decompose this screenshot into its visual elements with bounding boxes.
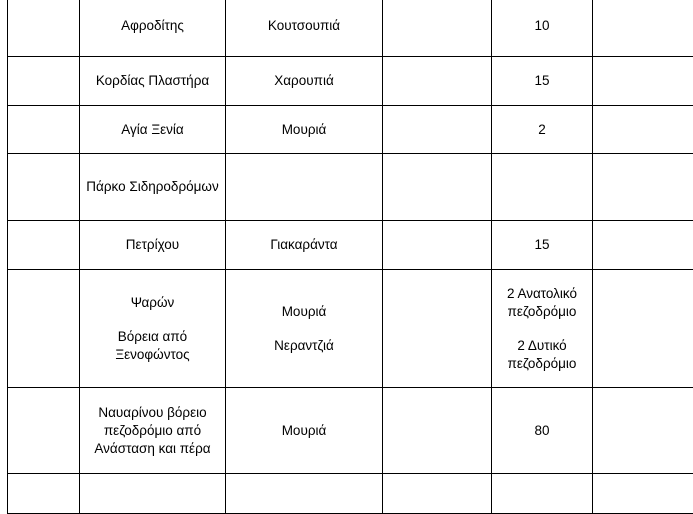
tree-text: Κουτσουπιά xyxy=(230,17,378,35)
tree-text: Χαρουπιά xyxy=(230,72,378,90)
location-cell xyxy=(80,106,226,154)
location-cell xyxy=(80,388,226,474)
blank-cell xyxy=(226,474,383,514)
tree-text: Νεραντζιά xyxy=(230,337,378,355)
count-text: 2 xyxy=(496,121,588,139)
location-text: Ψαρών xyxy=(84,294,221,312)
blank-cell xyxy=(383,474,492,514)
table-row xyxy=(8,106,693,154)
count-text: 15 xyxy=(496,236,588,254)
tree-cell xyxy=(226,0,383,57)
blank-cell xyxy=(8,106,80,154)
blank-cell xyxy=(593,474,693,514)
location-cell xyxy=(80,154,226,221)
table-row xyxy=(8,154,693,221)
tree-text: Γιακαράντα xyxy=(230,236,378,254)
count-cell xyxy=(492,106,593,154)
blank-cell xyxy=(593,388,693,474)
count-cell xyxy=(492,270,593,388)
blank-cell xyxy=(383,0,492,57)
count-cell xyxy=(492,0,593,57)
location-cell xyxy=(80,270,226,388)
count-cell xyxy=(492,388,593,474)
blank-cell xyxy=(8,0,80,57)
count-text: 2 Δυτικό πεζοδρόμιο xyxy=(496,337,588,373)
blank-cell xyxy=(8,221,80,270)
blank-cell xyxy=(80,474,226,514)
tree-text: Μουριά xyxy=(230,303,378,321)
blank-cell xyxy=(8,154,80,221)
trees-table xyxy=(7,0,693,514)
blank-cell xyxy=(383,154,492,221)
tree-cell xyxy=(226,221,383,270)
location-cell xyxy=(80,221,226,270)
tree-text: Μουριά xyxy=(230,121,378,139)
table-row xyxy=(8,0,693,57)
blank-cell xyxy=(593,154,693,221)
count-text: 80 xyxy=(496,422,588,440)
count-text: 2 Ανατολικό πεζοδρόμιο xyxy=(496,285,588,321)
count-text: 15 xyxy=(496,72,588,90)
blank-cell xyxy=(8,474,80,514)
location-cell xyxy=(80,57,226,106)
blank-cell xyxy=(593,221,693,270)
location-text: Αγία Ξενία xyxy=(84,121,221,139)
location-text: Πάρκο Σιδηροδρόμων xyxy=(84,178,221,196)
table-row xyxy=(8,270,693,388)
blank-cell xyxy=(383,388,492,474)
table-row xyxy=(8,388,693,474)
location-text: Αφροδίτης xyxy=(84,17,221,35)
location-text: Πετρίχου xyxy=(84,236,221,254)
tree-cell xyxy=(226,57,383,106)
blank-cell xyxy=(593,270,693,388)
table-row xyxy=(8,474,693,514)
blank-cell xyxy=(8,57,80,106)
tree-cell xyxy=(226,270,383,388)
table-row xyxy=(8,57,693,106)
tree-cell xyxy=(226,388,383,474)
location-text: Κορδίας Πλαστήρα xyxy=(84,72,221,90)
count-text: 10 xyxy=(496,17,588,35)
blank-cell xyxy=(593,57,693,106)
blank-cell xyxy=(8,270,80,388)
tree-cell xyxy=(226,106,383,154)
blank-cell xyxy=(492,474,593,514)
tree-cell xyxy=(226,154,383,221)
table-row xyxy=(8,221,693,270)
tree-text: Μουριά xyxy=(230,422,378,440)
count-cell xyxy=(492,57,593,106)
blank-cell xyxy=(383,57,492,106)
location-cell xyxy=(80,0,226,57)
blank-cell xyxy=(593,106,693,154)
location-text: Βόρεια από Ξενοφώντος xyxy=(84,328,221,364)
blank-cell xyxy=(383,221,492,270)
location-text: Ναυαρίνου βόρειο πεζοδρόμιο από Ανάσταση και πέρα xyxy=(84,404,221,458)
count-cell xyxy=(492,154,593,221)
blank-cell xyxy=(8,388,80,474)
blank-cell xyxy=(593,0,693,57)
count-cell xyxy=(492,221,593,270)
blank-cell xyxy=(383,270,492,388)
blank-cell xyxy=(383,106,492,154)
